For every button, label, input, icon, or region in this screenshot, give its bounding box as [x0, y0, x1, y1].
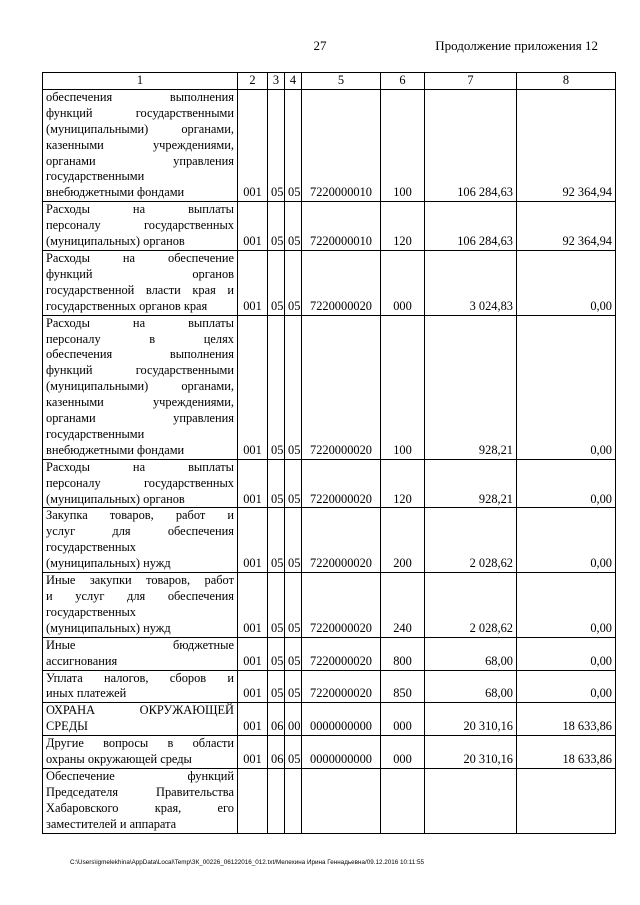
expense-name-line: Уплата налогов, сборов и [46, 670, 234, 685]
expense-name-line: Расходы на выплаты [46, 315, 234, 330]
target-article-cell: 7220000020 [302, 508, 381, 573]
table-row [43, 250, 616, 315]
expense-name-line: (муниципальными) органами, [46, 121, 234, 136]
ministry-code-cell: 001 [238, 508, 268, 573]
expense-name-line: (муниципальных) нужд [46, 556, 171, 571]
expense-name-line: персоналу в целях [46, 331, 234, 346]
expense-type-cell [381, 768, 425, 833]
section-code-cell: 05 [268, 89, 285, 201]
section-code-cell [268, 768, 285, 833]
table-row [43, 89, 616, 201]
section-code-cell: 05 [268, 250, 285, 315]
expense-name-line: органами управления [46, 153, 234, 168]
target-article-cell: 0000000000 [302, 703, 381, 736]
column-header: 8 [517, 73, 616, 90]
target-article-cell: 7220000010 [302, 89, 381, 201]
expense-name-line: Другие вопросы в области [46, 736, 234, 751]
column-header: 4 [285, 73, 302, 90]
planned-amount-cell: 20 310,16 [425, 703, 517, 736]
planned-amount-cell: 68,00 [425, 670, 517, 703]
expense-name-line: (муниципальных) нужд [46, 620, 171, 635]
planned-amount-cell: 20 310,16 [425, 736, 517, 769]
expense-name-line: государственными [46, 169, 145, 184]
section-code-cell: 05 [268, 637, 285, 670]
expense-name-cell [43, 573, 238, 638]
expense-name-line: Обеспечение функций [46, 768, 234, 783]
expense-name-line: Иные бюджетные [46, 637, 234, 652]
expense-name-line: обеспечения выполнения [46, 347, 234, 362]
expense-name-cell [43, 202, 238, 251]
expense-name-line: персоналу государственных [46, 218, 234, 233]
expense-name-line: Закупка товаров, работ и [46, 508, 234, 523]
expense-type-cell: 000 [381, 250, 425, 315]
subsection-code-cell: 05 [285, 315, 302, 459]
table-row [43, 573, 616, 638]
section-code-cell: 05 [268, 670, 285, 703]
expense-type-cell: 200 [381, 508, 425, 573]
expense-name-cell [43, 768, 238, 833]
target-article-cell [302, 768, 381, 833]
expense-name-line: внебюджетными фондами [46, 442, 185, 457]
expense-name-cell [43, 459, 238, 508]
expense-name-line: Хабаровского края, его [46, 800, 234, 815]
subsection-code-cell: 00 [285, 703, 302, 736]
target-article-cell: 7220000020 [302, 637, 381, 670]
target-article-cell: 7220000020 [302, 459, 381, 508]
table-row [43, 508, 616, 573]
subsection-code-cell: 05 [285, 637, 302, 670]
subsection-code-cell [285, 768, 302, 833]
ministry-code-cell: 001 [238, 250, 268, 315]
expense-name-line: государственных [46, 540, 137, 555]
expense-name-line: внебюджетными фондами [46, 185, 185, 200]
expense-name-line: заместителей и аппарата [46, 816, 177, 831]
section-code-cell: 06 [268, 736, 285, 769]
executed-amount-cell: 0,00 [517, 250, 616, 315]
expense-type-cell: 800 [381, 637, 425, 670]
expense-name-cell [43, 508, 238, 573]
expense-name-line: (муниципальных) органов [46, 491, 185, 506]
table-body [43, 89, 616, 833]
expense-type-cell: 120 [381, 202, 425, 251]
expense-name-line: иных платежей [46, 686, 127, 701]
executed-amount-cell: 92 364,94 [517, 89, 616, 201]
column-header: 7 [425, 73, 517, 90]
expense-type-cell: 100 [381, 89, 425, 201]
subsection-code-cell: 05 [285, 670, 302, 703]
target-article-cell: 0000000000 [302, 736, 381, 769]
ministry-code-cell: 001 [238, 89, 268, 201]
table-row [43, 637, 616, 670]
expense-name-line: функций органов [46, 266, 234, 281]
planned-amount-cell: 928,21 [425, 459, 517, 508]
subsection-code-cell: 05 [285, 202, 302, 251]
planned-amount-cell [425, 768, 517, 833]
ministry-code-cell: 001 [238, 573, 268, 638]
expense-name-cell [43, 89, 238, 201]
expense-type-cell: 850 [381, 670, 425, 703]
expense-name-line: казенными учреждениями, [46, 395, 234, 410]
column-header: 2 [238, 73, 268, 90]
target-article-cell: 7220000020 [302, 250, 381, 315]
subsection-code-cell: 05 [285, 459, 302, 508]
executed-amount-cell: 92 364,94 [517, 202, 616, 251]
table-row [43, 315, 616, 459]
expense-name-cell [43, 736, 238, 769]
expense-name-line: (муниципальными) органами, [46, 379, 234, 394]
target-article-cell: 7220000020 [302, 670, 381, 703]
expense-name-line: органами управления [46, 411, 234, 426]
file-path-footer: C:\Users\igmelekhina\AppData\Local\Temp\ЗК_00226_06122016_012.txt/Мелехина Ирина Геннадьевна/09.12.2016 10:11:55 [70, 859, 425, 866]
subsection-code-cell: 05 [285, 89, 302, 201]
executed-amount-cell: 0,00 [517, 508, 616, 573]
expense-name-line: Расходы на обеспечение [46, 250, 234, 265]
planned-amount-cell: 2 028,62 [425, 508, 517, 573]
expense-name-cell [43, 670, 238, 703]
expense-name-line: функций государственными [46, 105, 234, 120]
section-code-cell: 05 [268, 459, 285, 508]
expense-name-line: Иные закупки товаров, работ [46, 573, 234, 588]
expense-name-line: ОХРАНА ОКРУЖАЮЩЕЙ [46, 703, 234, 718]
expense-name-line: Расходы на выплаты [46, 202, 234, 217]
planned-amount-cell: 3 024,83 [425, 250, 517, 315]
expense-name-cell [43, 315, 238, 459]
expense-name-line: Председателя Правительства [46, 784, 234, 799]
expense-name-line: ассигнования [46, 653, 118, 668]
executed-amount-cell: 18 633,86 [517, 736, 616, 769]
column-header: 6 [381, 73, 425, 90]
executed-amount-cell: 0,00 [517, 315, 616, 459]
expense-name-line: персоналу государственных [46, 475, 234, 490]
expense-name-line: охраны окружающей среды [46, 752, 192, 767]
expense-name-line: СРЕДЫ [46, 719, 88, 734]
section-code-cell: 05 [268, 315, 285, 459]
executed-amount-cell: 0,00 [517, 459, 616, 508]
expense-name-line: Расходы на выплаты [46, 459, 234, 474]
subsection-code-cell: 05 [285, 250, 302, 315]
planned-amount-cell: 68,00 [425, 637, 517, 670]
table-header [43, 73, 616, 90]
planned-amount-cell: 928,21 [425, 315, 517, 459]
column-header: 3 [268, 73, 285, 90]
expense-name-line: казенными учреждениями, [46, 137, 234, 152]
section-code-cell: 05 [268, 508, 285, 573]
expense-type-cell: 100 [381, 315, 425, 459]
planned-amount-cell: 106 284,63 [425, 202, 517, 251]
ministry-code-cell: 001 [238, 670, 268, 703]
executed-amount-cell: 0,00 [517, 670, 616, 703]
ministry-code-cell: 001 [238, 459, 268, 508]
target-article-cell: 7220000020 [302, 315, 381, 459]
planned-amount-cell: 2 028,62 [425, 573, 517, 638]
ministry-code-cell [238, 768, 268, 833]
expense-name-line: государственных органов края [46, 298, 208, 313]
table-row [43, 670, 616, 703]
expense-name-cell [43, 637, 238, 670]
section-code-cell: 05 [268, 573, 285, 638]
expense-name-line: государственной власти края и [46, 282, 234, 297]
expense-name-line: функций государственными [46, 363, 234, 378]
subsection-code-cell: 05 [285, 508, 302, 573]
expense-name-cell [43, 250, 238, 315]
expense-name-line: (муниципальных) органов [46, 234, 185, 249]
ministry-code-cell: 001 [238, 736, 268, 769]
subsection-code-cell: 05 [285, 573, 302, 638]
column-header: 1 [43, 73, 238, 90]
subsection-code-cell: 05 [285, 736, 302, 769]
ministry-code-cell: 001 [238, 637, 268, 670]
expense-name-line: и услуг для обеспечения [46, 589, 234, 603]
ministry-code-cell: 001 [238, 202, 268, 251]
section-code-cell: 05 [268, 202, 285, 251]
executed-amount-cell: 0,00 [517, 637, 616, 670]
table-row [43, 736, 616, 769]
appendix-continuation-note: Продолжение приложения 12 [435, 38, 598, 53]
table-row [43, 703, 616, 736]
expense-type-cell: 120 [381, 459, 425, 508]
table-row [43, 202, 616, 251]
target-article-cell: 7220000020 [302, 573, 381, 638]
budget-table [42, 72, 616, 834]
column-header: 5 [302, 73, 381, 90]
expense-name-line: обеспечения выполнения [46, 89, 234, 104]
page-number: 27 [313, 38, 327, 53]
header-row [43, 73, 616, 90]
expense-type-cell: 240 [381, 573, 425, 638]
table-row [43, 768, 616, 833]
ministry-code-cell: 001 [238, 703, 268, 736]
expense-type-cell: 000 [381, 703, 425, 736]
table-row [43, 459, 616, 508]
planned-amount-cell: 106 284,63 [425, 89, 517, 201]
expense-name-line: государственными [46, 426, 145, 441]
expense-name-line: услуг для обеспечения [46, 524, 234, 539]
executed-amount-cell [517, 768, 616, 833]
target-article-cell: 7220000010 [302, 202, 381, 251]
section-code-cell: 06 [268, 703, 285, 736]
ministry-code-cell: 001 [238, 315, 268, 459]
expense-name-cell [43, 703, 238, 736]
executed-amount-cell: 18 633,86 [517, 703, 616, 736]
expense-type-cell: 000 [381, 736, 425, 769]
expense-name-line: государственных [46, 604, 137, 619]
executed-amount-cell: 0,00 [517, 573, 616, 638]
